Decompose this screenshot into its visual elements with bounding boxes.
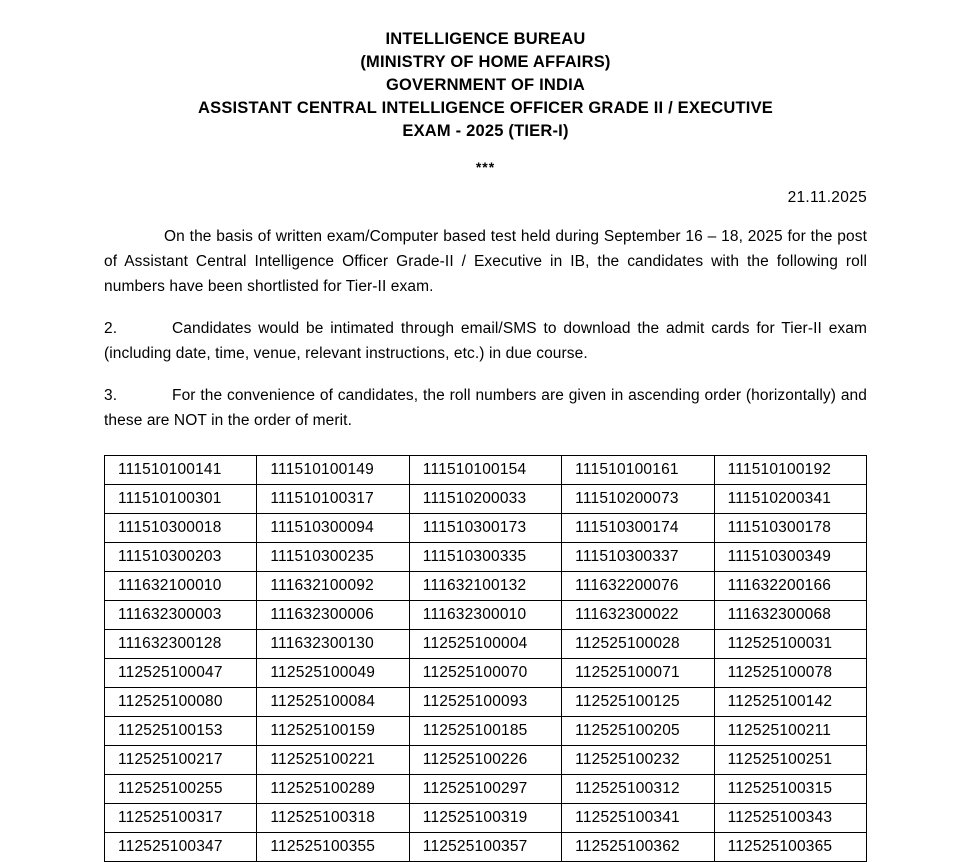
roll-cell: 111510300174 [562,514,714,543]
roll-cell: 112525100153 [105,717,257,746]
roll-cell: 112525100355 [257,833,409,862]
roll-cell: 112525100232 [562,746,714,775]
roll-cell: 112525100357 [409,833,561,862]
table-row [105,775,867,804]
roll-cell: 112525100255 [105,775,257,804]
roll-cell: 111510200073 [562,485,714,514]
roll-cell: 111510300178 [714,514,866,543]
roll-cell: 111510100301 [105,485,257,514]
paragraph-3 [104,383,867,433]
roll-cell: 111510100192 [714,456,866,485]
roll-cell: 111632300006 [257,601,409,630]
roll-cell: 111510100154 [409,456,561,485]
roll-cell: 112525100078 [714,659,866,688]
roll-cell: 112525100289 [257,775,409,804]
roll-cell: 112525100031 [714,630,866,659]
table-row [105,833,867,862]
paragraph-3-text: For the convenience of candidates, the roll numbers are given in ascending order (horizontally) and these are NOT in the order of merit. [104,387,867,429]
table-row [105,485,867,514]
roll-number-table-body [105,456,867,862]
roll-cell: 112525100071 [562,659,714,688]
document-date: 21.11.2025 [787,189,867,206]
table-row [105,630,867,659]
roll-cell: 112525100070 [409,659,561,688]
roll-cell: 112525100047 [105,659,257,688]
paragraph-1: On the basis of written exam/Computer based test held during September 16 – 18, 2025 for the post of Assistant Central Intelligence Officer Grade-II / Executive in IB, the candidates with the following roll numbers have been shortlisted for Tier-II exam. [104,228,867,295]
roll-cell: 111632300022 [562,601,714,630]
roll-cell: 111632100010 [105,572,257,601]
roll-cell: 111632300128 [105,630,257,659]
table-row [105,804,867,833]
roll-cell: 112525100125 [562,688,714,717]
roll-cell: 112525100315 [714,775,866,804]
roll-cell: 112525100004 [409,630,561,659]
roll-cell: 112525100221 [257,746,409,775]
roll-cell: 111510300094 [257,514,409,543]
roll-cell: 111632300068 [714,601,866,630]
roll-cell: 112525100211 [714,717,866,746]
roll-cell: 111632300010 [409,601,561,630]
roll-cell: 112525100028 [562,630,714,659]
roll-cell: 111632200076 [562,572,714,601]
roll-cell: 111510200341 [714,485,866,514]
header-line-1: INTELLIGENCE BUREAU [385,30,586,48]
roll-cell: 111510300337 [562,543,714,572]
roll-cell: 112525100343 [714,804,866,833]
roll-cell: 112525100226 [409,746,561,775]
roll-cell: 112525100142 [714,688,866,717]
roll-cell: 112525100318 [257,804,409,833]
roll-cell: 111510300203 [105,543,257,572]
roll-cell: 112525100080 [105,688,257,717]
paragraph-3-number: 3. [104,387,118,404]
roll-cell: 111510300335 [409,543,561,572]
roll-cell: 112525100251 [714,746,866,775]
paragraph-2-number: 2. [104,320,118,337]
roll-cell: 112525100297 [409,775,561,804]
roll-cell: 111510300018 [105,514,257,543]
roll-cell: 111510100149 [257,456,409,485]
roll-cell: 112525100205 [562,717,714,746]
roll-number-table [104,455,867,862]
roll-cell: 111632300130 [257,630,409,659]
roll-cell: 111632100092 [257,572,409,601]
table-row [105,543,867,572]
roll-cell: 112525100093 [409,688,561,717]
roll-cell: 112525100217 [105,746,257,775]
paragraph-2 [104,316,867,366]
roll-cell: 112525100319 [409,804,561,833]
header-separator: *** [475,159,496,175]
roll-cell: 112525100312 [562,775,714,804]
roll-cell: 112525100341 [562,804,714,833]
roll-cell: 112525100365 [714,833,866,862]
roll-cell: 112525100084 [257,688,409,717]
document-header [104,28,867,143]
table-row [105,514,867,543]
roll-cell: 112525100049 [257,659,409,688]
roll-cell: 111510300173 [409,514,561,543]
table-row [105,572,867,601]
roll-cell: 112525100185 [409,717,561,746]
roll-cell: 111510200033 [409,485,561,514]
roll-cell: 112525100347 [105,833,257,862]
roll-cell: 111510100317 [257,485,409,514]
paragraph-2-text: Candidates would be intimated through email/SMS to download the admit cards for Tier-II exam (including date, time, venue, relevant instructions, etc.) in due course. [104,320,867,362]
roll-cell: 111632300003 [105,601,257,630]
table-row [105,717,867,746]
header-line-4: ASSISTANT CENTRAL INTELLIGENCE OFFICER GRADE II / EXECUTIVE [198,99,773,117]
table-row [105,746,867,775]
header-line-3: GOVERNMENT OF INDIA [385,76,586,94]
roll-cell: 111632100132 [409,572,561,601]
table-row [105,601,867,630]
roll-cell: 111510100141 [105,456,257,485]
roll-cell: 111510100161 [562,456,714,485]
table-row [105,659,867,688]
roll-cell: 111510300349 [714,543,866,572]
header-line-2: (MINISTRY OF HOME AFFAIRS) [360,53,611,71]
table-row [105,688,867,717]
roll-cell: 112525100362 [562,833,714,862]
roll-cell: 111632200166 [714,572,866,601]
roll-cell: 112525100159 [257,717,409,746]
header-line-5: EXAM - 2025 (TIER-I) [402,122,569,140]
roll-cell: 111510300235 [257,543,409,572]
roll-cell: 112525100317 [105,804,257,833]
table-row [105,456,867,485]
